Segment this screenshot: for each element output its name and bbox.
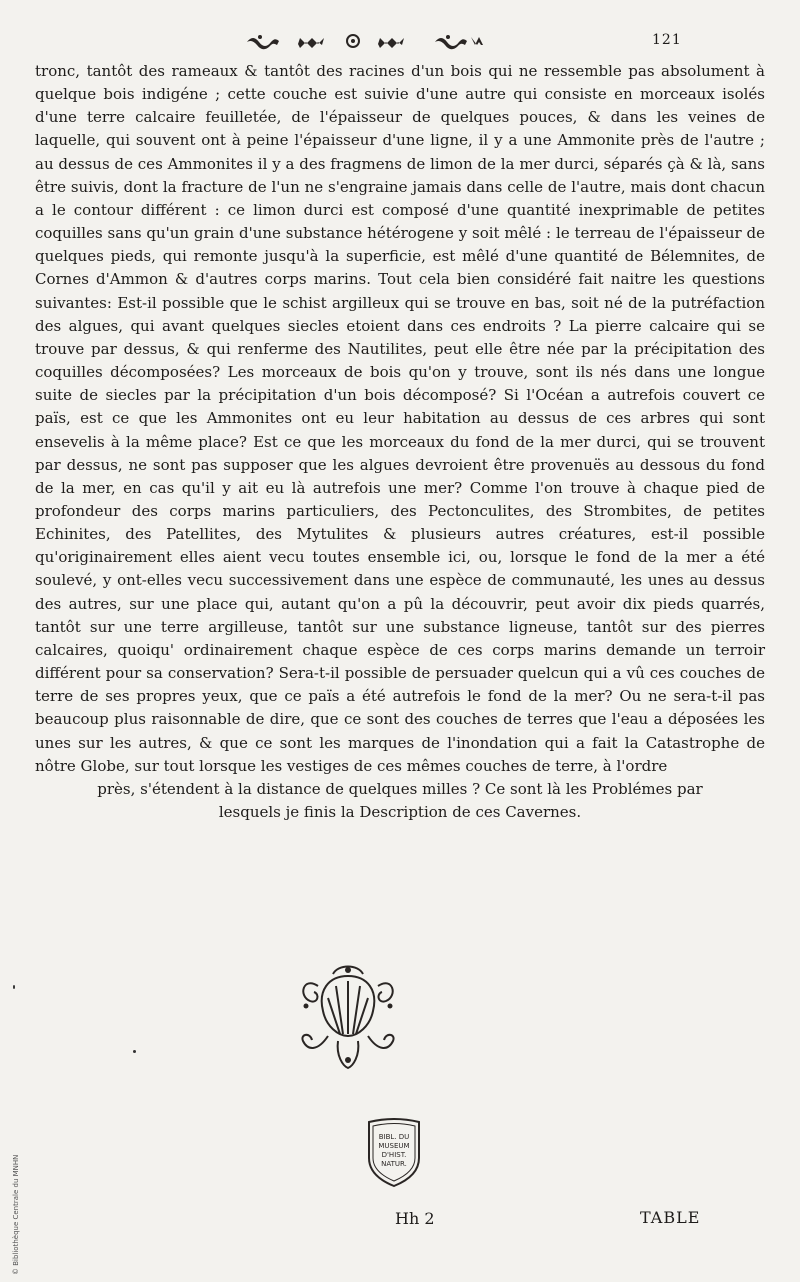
ink-speck <box>133 1050 136 1053</box>
headband-ornament-icon <box>245 32 490 50</box>
body-text <box>35 60 765 824</box>
svg-text:D'HIST.: D'HIST. <box>381 1151 407 1159</box>
closing-lines: près, s'étendent à la distance de quelques milles ? Ce sont là les Problémes par lesquels je finis la Description de ces Cavernes. <box>97 779 703 821</box>
library-credit-text: © Bibliothèque Centrale du MNHN <box>12 1154 20 1275</box>
catchword: TABLE <box>640 1208 701 1227</box>
svg-text:BIBL. DU: BIBL. DU <box>378 1133 410 1141</box>
library-stamp-seal <box>365 1118 423 1190</box>
fleuron-shell-ornament-icon <box>288 956 408 1076</box>
page-number: 121 <box>652 32 682 48</box>
main-paragraph: tronc, tantôt des rameaux & tantôt des racines d'un bois qui ne ressemble pas absolument à quelque bois indigéne ; cette couche est suivie d'une autre qui consiste en morceaux isolés d'une terre calcaire feuilletée, de l'épaisseur de quelques pouces, & dans les veines de laquelle, qui souvent ont à peine l'épaisseur d'une ligne, il y a une Ammonite près de l'autre ; au dessus de ces Ammonites il y a des fragmens de limon de la mer durci, séparés çà & là, sans être suivis, dont la fracture de l'un ne s'engraine jamais dans celle de l'autre, mais dont chacun a le contour différent : ce limon durci est composé d'une quantité inexprimable de petites coquilles sans qu'un grain d'une substance hétérogene y soit mêlé : le terreau de l'épaisseur de quelques pieds, qui remonte jusqu'à la superficie, est mêlé d'une quantité de Bélemnites, de Cornes d'Ammon & d'autres corps marins. Tout cela bien considéré fait naitre les questions suivantes: Est-il possible que le schist argilleux qui se trouve en bas, soit né de la putréfaction des algues, qui avant quelques siecles etoient dans ces endroits ? La pierre calcaire qui se trouve par dessus, & qui renferme des Nautilites, peut elle être née par la précipitation des coquilles décomposées? Les morceaux de bois qu'on y trouve, sont ils nés dans une longue suite de siecles par la précipitation d'un bois décomposé? Si l'Océan a autrefois couvert ce païs, est ce que les Ammonites ont eu leur habitation au dessus de ces arbres qui sont ensevelis à la même place? Est ce que les morceaux du fond de la mer durci, qui se trouvent par dessus, ne sont pas supposer que les algues devroient être provenuës au dessous du fond de la mer, en cas qu'il y ait eu là autrefois une mer? Comme l'on trouve à chaque pied de profondeur des corps marins particuliers, des Pectonculites, des Strombites, de petites Echinites, des Patellites, des Mytulites & plusieurs autres créatures, est-il possible qu'originairement elles aient vecu toutes ensemble ici, ou, lorsque le fond de la mer a été soulevé, y ont-elles vecu successivement dans une espèce de communauté, les unes au dessus des autres, sur une place qui, autant qu'on a pû la découvrir, peut avoir dix pieds quarrés, tantôt sur une terre argilleuse, tantôt sur une substance ligneuse, tantôt sur des pierres calcaires, quoiqu' ordinairement chaque espèce de ces corps marins demande un terroir différent pour sa conservation? Sera-t-il possible de persuader quelcun qui a vû ces couches de terre de ses propres yeux, que ce païs a été autrefois le fond de la mer? Ou ne sera-t-il pas beaucoup plus raisonnable de dire, que ce sont des couches de terres que l'eau a déposées les unes sur les autres, & que ce sont les marques de l'inondation qui a fait la Catastrophe de nôtre Globe, sur tout lorsque les vestiges de ces mêmes couches de terre, à l'ordre <box>35 62 765 775</box>
library-credit-vertical <box>2 1145 20 1275</box>
svg-text:MUSEUM: MUSEUM <box>378 1142 410 1150</box>
ink-speck <box>13 985 15 989</box>
svg-text:NATUR.: NATUR. <box>381 1160 407 1168</box>
signature-mark: Hh 2 <box>395 1209 435 1228</box>
